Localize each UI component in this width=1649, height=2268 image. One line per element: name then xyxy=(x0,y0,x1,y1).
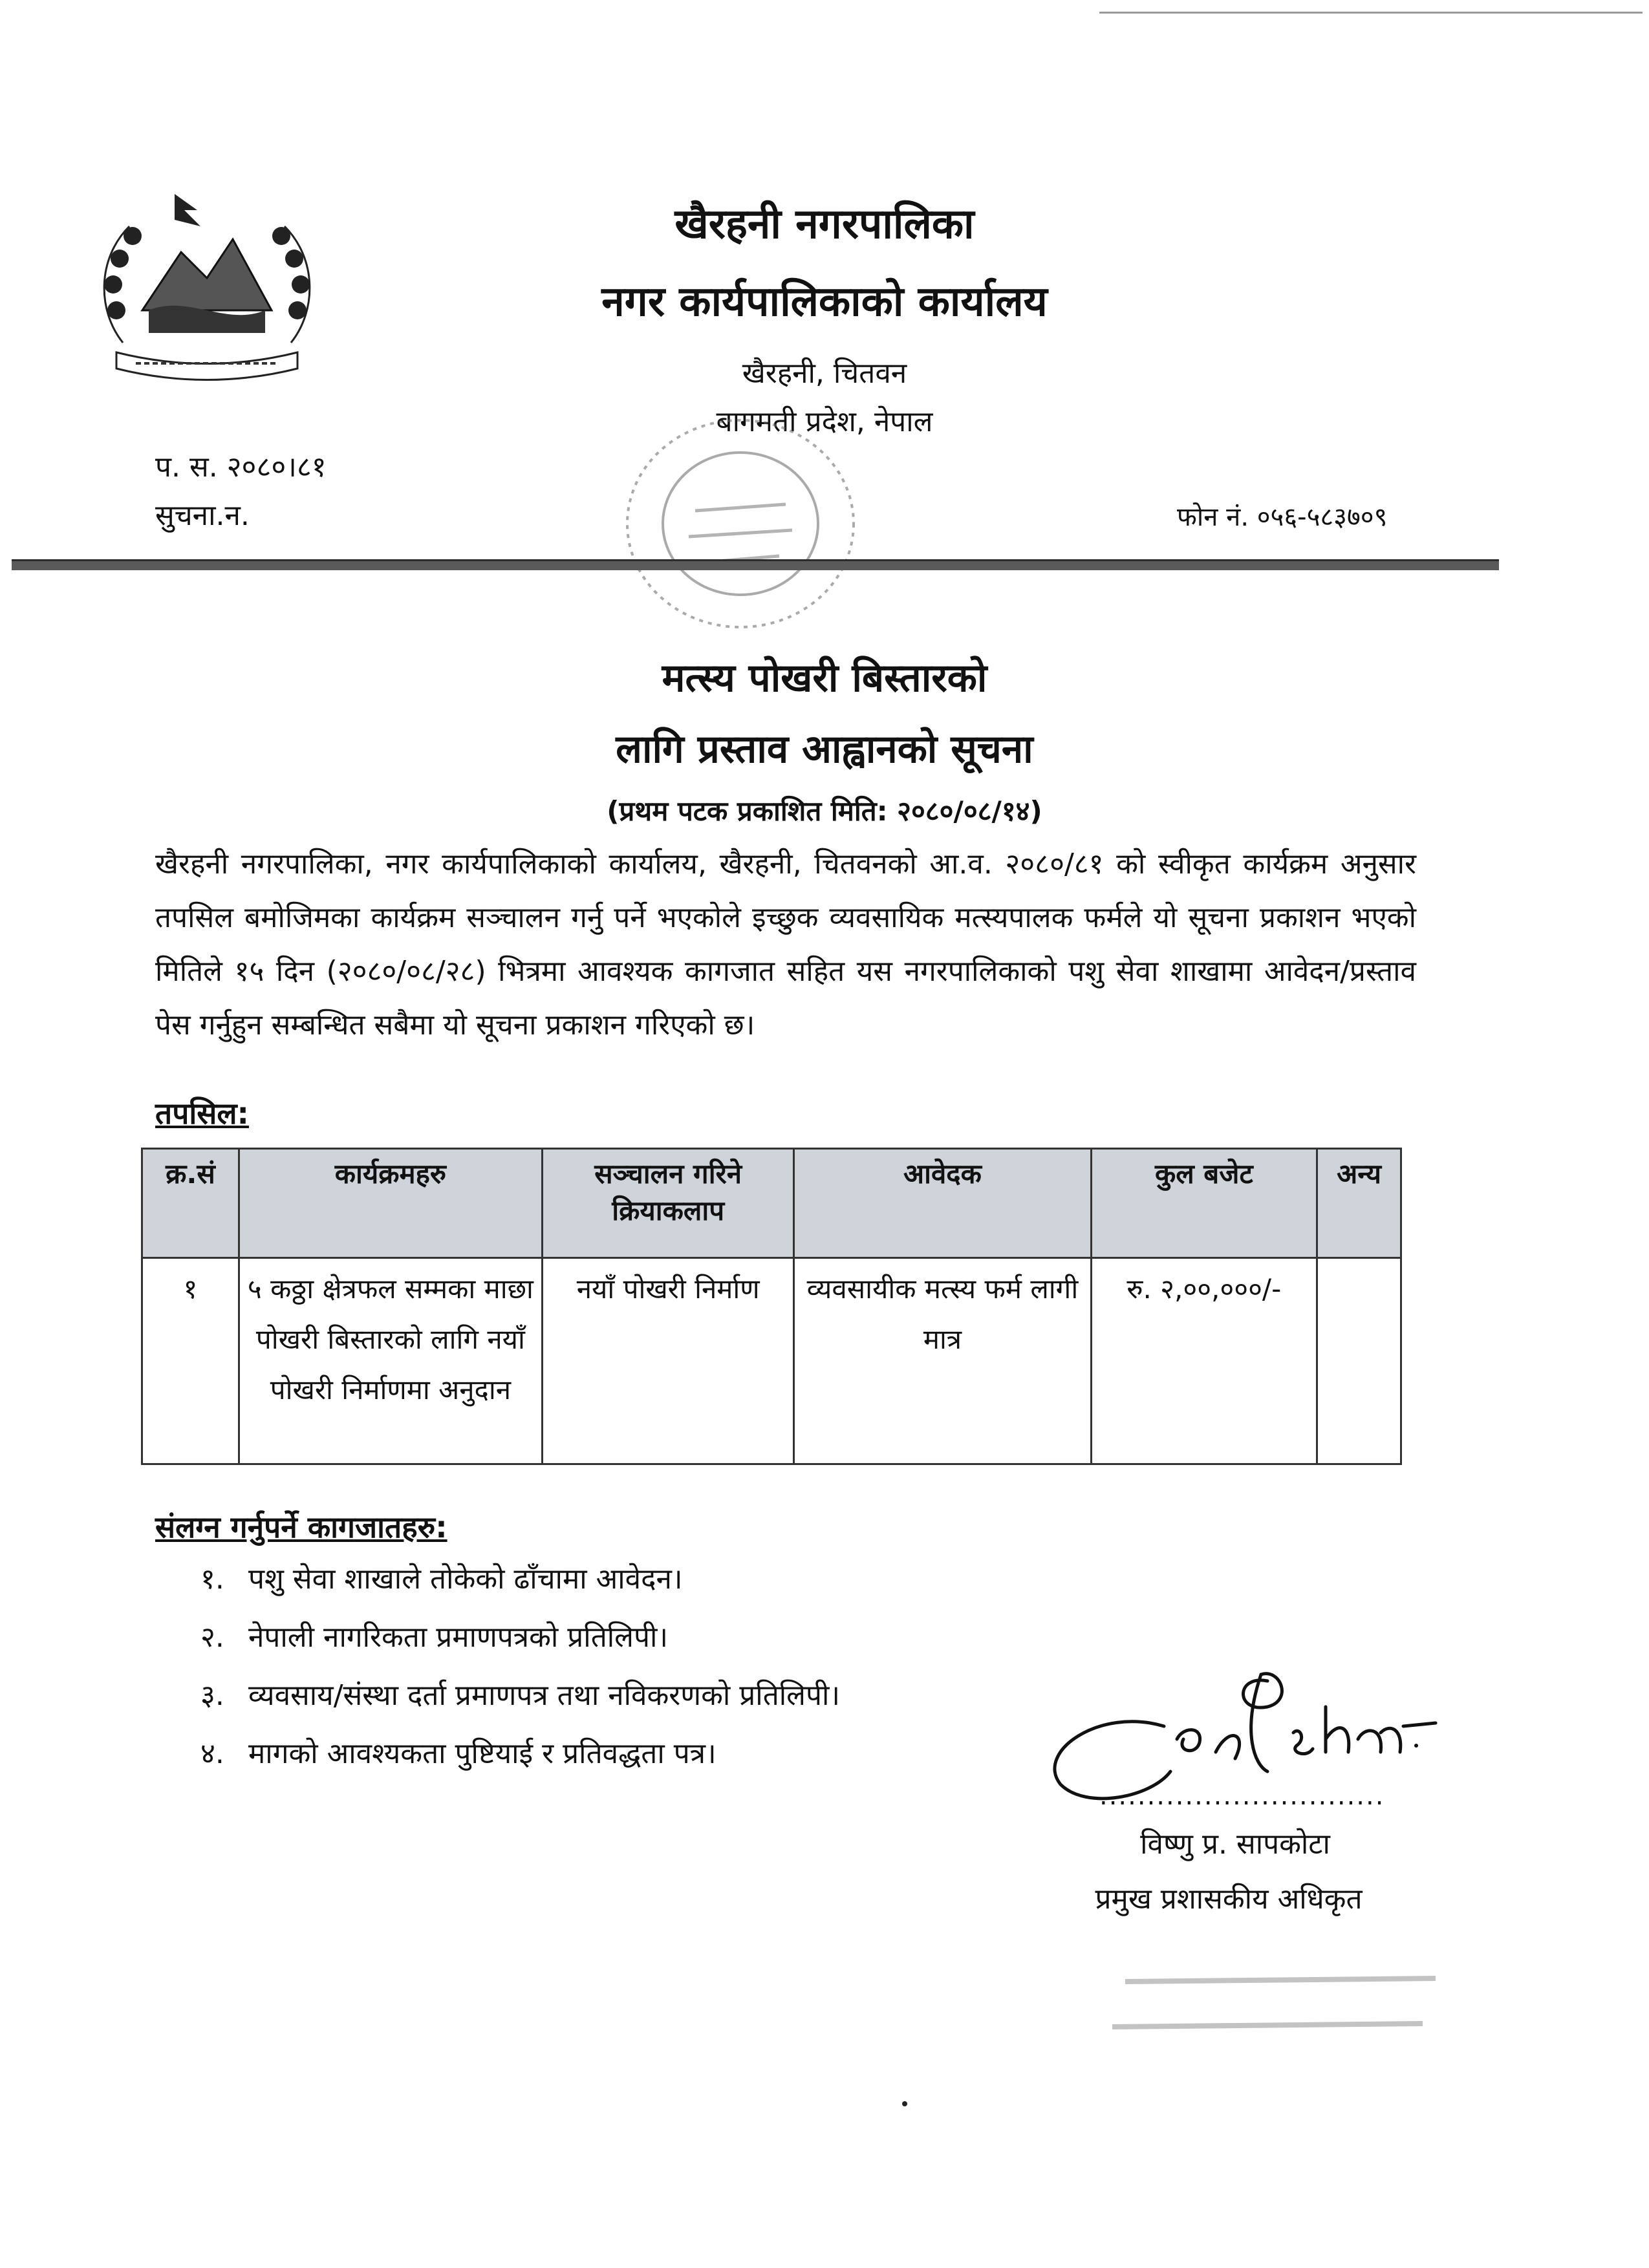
list-item-text: नेपाली नागरिकता प्रमाणपत्रको प्रतिलिपी। xyxy=(248,1621,669,1654)
documents-heading: संलग्न गर्नुपर्ने कागजातहरु: xyxy=(155,1510,447,1545)
table-header-row xyxy=(142,1149,1401,1258)
cell-applicant: व्यवसायीक मत्स्य फर्म लागी मात्र xyxy=(794,1258,1091,1464)
org-name: खैरहनी नगरपालिका xyxy=(674,200,975,248)
header-divider xyxy=(12,559,1499,570)
cell-serial: १ xyxy=(142,1258,239,1464)
notice-body: खैरहनी नगरपालिका, नगर कार्यपालिकाको कार्यालय, खैरहनी, चितवनको आ.व. २०८०/८१ को स्वीकृत कार्यक्रम अनुसार तपसिल बमोजिमका कार्यक्रम सञ्चालन गर्नु पर्ने भएकोले इच्छुक व्यवसायिक मत्स्यपालक फर्मले यो सूचना प्रकाशन भएको मितिले १५ दिन (२०८०/०८/२८) भित्रमा आवश्यक कागजात सहित यस नगरपालिकाको पशु सेवा शाखामा आवेदन/प्रस्ताव पेस गर्नुहुन सम्बन्धित सबैमा यो सूचना प्रकाशन गरिएको छ। xyxy=(155,848,1416,1042)
cell-other xyxy=(1317,1258,1401,1464)
list-item-number: १. xyxy=(200,1563,224,1596)
header-serial: क्र.सं xyxy=(142,1149,239,1258)
office-name: नगर कार्यपालिकाको कार्यालय xyxy=(601,278,1048,326)
list-item-text: मागको आवश्यकता पुष्टियाई र प्रतिवद्धता पत्र। xyxy=(248,1737,717,1770)
scan-edge-line xyxy=(1099,12,1643,14)
schedule-label: तपसिल: xyxy=(155,1096,249,1131)
list-item-text: पशु सेवा शाखाले तोकेको ढाँचामा आवेदन। xyxy=(248,1563,683,1596)
header-other: अन्य xyxy=(1317,1149,1401,1258)
signer-title: प्रमुख प्रशासकीय अधिकृत xyxy=(1095,1883,1363,1916)
header-budget: कुल बजेट xyxy=(1091,1149,1317,1258)
notice-title-line-1: मत्स्य पोखरी बिस्तारको xyxy=(662,656,987,701)
signature-line: .............................. xyxy=(1099,1781,1385,1811)
reference-number: प. स. २०८०।८१ xyxy=(155,451,327,484)
header-programs: कार्यक्रमहरु xyxy=(239,1149,542,1258)
address-line-1: खैरहनी, चितवन xyxy=(742,357,907,390)
header-activity: सञ्चालन गरिने क्रियाकलाप xyxy=(542,1149,793,1258)
list-item xyxy=(200,1558,1170,1616)
table-row xyxy=(142,1258,1401,1464)
header-applicant: आवेदक xyxy=(794,1149,1091,1258)
scan-speck xyxy=(902,2101,907,2106)
notice-title-line-2: लागि प्रस्ताव आह्वानको सूचना xyxy=(616,727,1033,772)
address-line-2: बागमती प्रदेश, नेपाल xyxy=(716,405,933,438)
program-table xyxy=(141,1148,1402,1465)
name-seal-stamp-icon xyxy=(1099,1952,1461,2056)
list-item-number: ३. xyxy=(200,1679,224,1712)
office-round-stamp-icon xyxy=(618,414,863,647)
cell-activity: नयाँ पोखरी निर्माण xyxy=(542,1258,793,1464)
list-item-number: ४. xyxy=(200,1737,224,1770)
publication-date: (प्रथम पटक प्रकाशित मिति: २०८०/०८/१४) xyxy=(607,795,1042,827)
phone-number: फोन नं. ०५६-५८३७०९ xyxy=(1177,502,1388,532)
list-item-number: २. xyxy=(200,1621,224,1654)
notice-number: सुचना.न. xyxy=(155,499,250,532)
signer-name: विष्णु प्र. सापकोटा xyxy=(1140,1828,1330,1861)
cell-budget: रु. २,००,०००/- xyxy=(1091,1258,1317,1464)
list-item-text: व्यवसाय/संस्था दर्ता प्रमाणपत्र तथा नविकरणको प्रतिलिपी। xyxy=(248,1679,841,1712)
cell-program: ५ कठ्ठा क्षेत्रफल सम्मका माछा पोखरी बिस्तारको लागि नयाँ पोखरी निर्माणमा अनुदान xyxy=(239,1258,542,1464)
